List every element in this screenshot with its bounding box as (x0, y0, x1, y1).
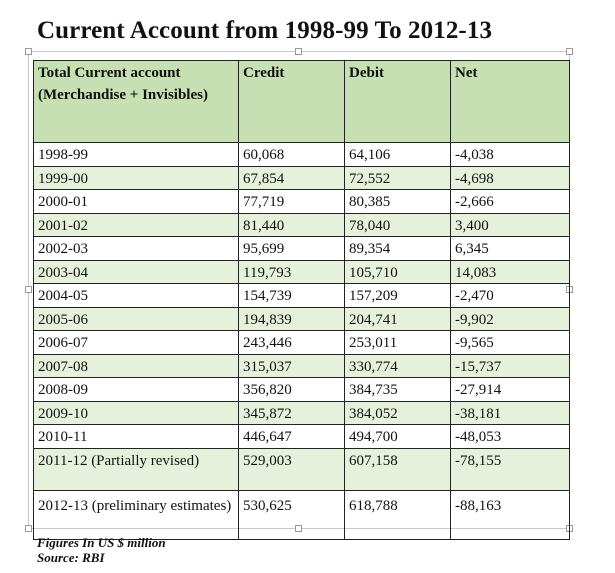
table-row (34, 166, 570, 190)
cell-year: 2009-10 (34, 401, 239, 425)
current-account-table (33, 60, 570, 540)
table-row (34, 378, 570, 402)
cell-debit: 607,158 (345, 448, 451, 490)
table-row (34, 401, 570, 425)
cell-net: -88,163 (451, 490, 570, 539)
cell-net: -38,181 (451, 401, 570, 425)
table-row (34, 354, 570, 378)
header-cell-credit: Credit (239, 61, 345, 143)
cell-year: 2012-13 (preliminary estimates) (34, 490, 239, 539)
resize-handle-top-right[interactable] (566, 48, 573, 55)
cell-debit: 204,741 (345, 307, 451, 331)
cell-credit: 529,003 (239, 448, 345, 490)
table-row (34, 143, 570, 167)
cell-credit: 315,037 (239, 354, 345, 378)
cell-net: -2,470 (451, 284, 570, 308)
cell-net: -15,737 (451, 354, 570, 378)
table-row (34, 213, 570, 237)
footnote-units: Figures In US $ million (37, 535, 166, 550)
cell-debit: 330,774 (345, 354, 451, 378)
resize-handle-bottom-left[interactable] (25, 525, 32, 532)
cell-credit: 243,446 (239, 331, 345, 355)
cell-credit: 67,854 (239, 166, 345, 190)
cell-year: 2010-11 (34, 425, 239, 449)
table-row (34, 260, 570, 284)
cell-credit: 446,647 (239, 425, 345, 449)
cell-debit: 157,209 (345, 284, 451, 308)
cell-credit: 154,739 (239, 284, 345, 308)
cell-year: 2002-03 (34, 237, 239, 261)
cell-year: 2006-07 (34, 331, 239, 355)
cell-debit: 384,735 (345, 378, 451, 402)
cell-debit: 384,052 (345, 401, 451, 425)
cell-year: 1998-99 (34, 143, 239, 167)
cell-year: 2004-05 (34, 284, 239, 308)
footnote (37, 535, 166, 565)
table-row (34, 425, 570, 449)
cell-debit: 72,552 (345, 166, 451, 190)
cell-credit: 60,068 (239, 143, 345, 167)
cell-credit: 194,839 (239, 307, 345, 331)
table-row (34, 237, 570, 261)
resize-handle-top-left[interactable] (25, 48, 32, 55)
cell-net: 6,345 (451, 237, 570, 261)
table-header-row (34, 61, 570, 143)
resize-handle-top-middle[interactable] (295, 48, 302, 55)
cell-year: 1999-00 (34, 166, 239, 190)
cell-year: 2008-09 (34, 378, 239, 402)
cell-debit: 89,354 (345, 237, 451, 261)
cell-debit: 78,040 (345, 213, 451, 237)
cell-net: -4,038 (451, 143, 570, 167)
header-cell-net: Net (451, 61, 570, 143)
cell-year: 2007-08 (34, 354, 239, 378)
cell-net: -27,914 (451, 378, 570, 402)
cell-credit: 119,793 (239, 260, 345, 284)
cell-credit: 81,440 (239, 213, 345, 237)
cell-net: -9,902 (451, 307, 570, 331)
cell-net: -9,565 (451, 331, 570, 355)
cell-year: 2005-06 (34, 307, 239, 331)
cell-net: -48,053 (451, 425, 570, 449)
cell-debit: 253,011 (345, 331, 451, 355)
table-row (34, 331, 570, 355)
cell-year: 2003-04 (34, 260, 239, 284)
table-row (34, 490, 570, 539)
table-row (34, 284, 570, 308)
cell-net: -2,666 (451, 190, 570, 214)
cell-net: 3,400 (451, 213, 570, 237)
header-cell-account: Total Current account (Merchandise + Invisibles) (34, 61, 239, 143)
cell-net: 14,083 (451, 260, 570, 284)
table-row (34, 307, 570, 331)
cell-year: 2011-12 (Partially revised) (34, 448, 239, 490)
cell-debit: 105,710 (345, 260, 451, 284)
cell-year: 2001-02 (34, 213, 239, 237)
cell-credit: 356,820 (239, 378, 345, 402)
cell-credit: 530,625 (239, 490, 345, 539)
cell-debit: 494,700 (345, 425, 451, 449)
cell-credit: 345,872 (239, 401, 345, 425)
cell-credit: 77,719 (239, 190, 345, 214)
cell-net: -4,698 (451, 166, 570, 190)
page-title: Current Account from 1998-99 To 2012-13 (37, 17, 493, 44)
header-cell-debit: Debit (345, 61, 451, 143)
cell-year: 2000-01 (34, 190, 239, 214)
cell-debit: 64,106 (345, 143, 451, 167)
table-row (34, 190, 570, 214)
cell-net: -78,155 (451, 448, 570, 490)
footnote-source: Source: RBI (37, 550, 105, 565)
cell-debit: 618,788 (345, 490, 451, 539)
cell-credit: 95,699 (239, 237, 345, 261)
cell-debit: 80,385 (345, 190, 451, 214)
resize-handle-middle-left[interactable] (25, 286, 32, 293)
table-row (34, 448, 570, 490)
